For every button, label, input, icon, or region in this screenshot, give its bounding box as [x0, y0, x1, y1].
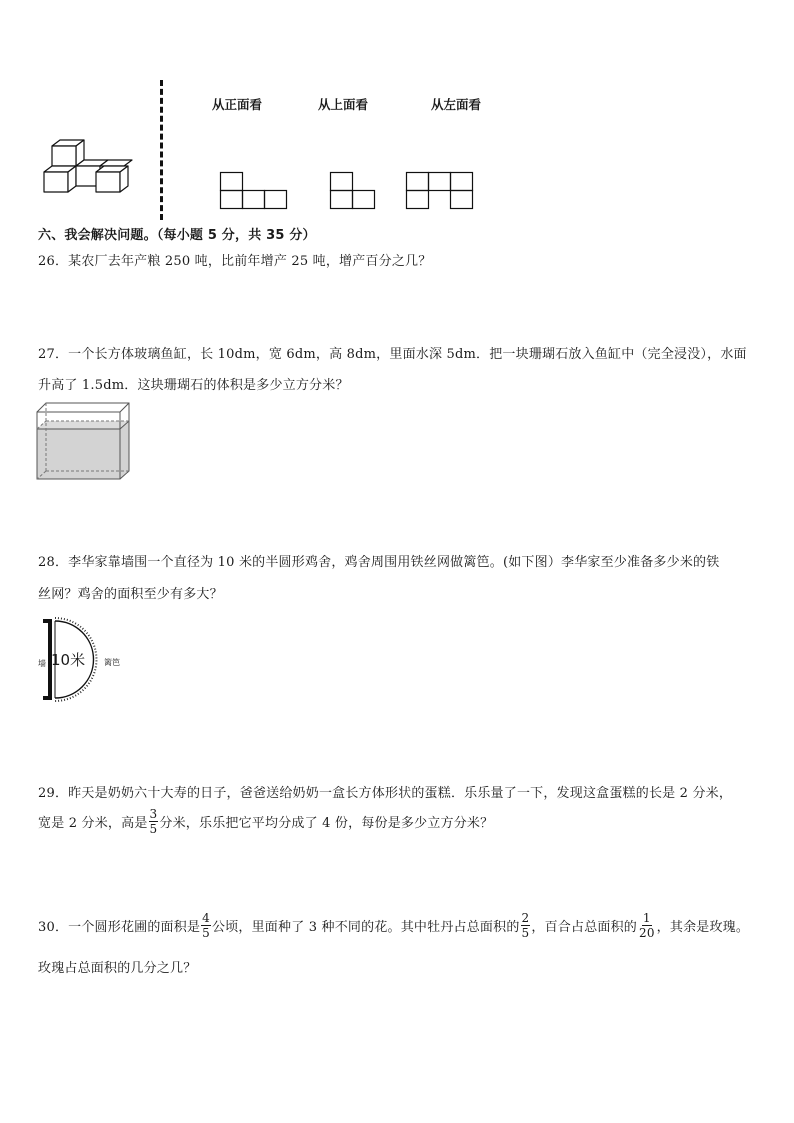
question-28-line1: 28．李华家靠墙围一个直径为 10 米的半圆形鸡舍，鸡舍周围用铁丝网做篱笆。(如下图）李华家至少准备多少米的铁	[38, 555, 720, 570]
q30-text-a: 30．一个圆形花圃的面积是	[38, 920, 201, 935]
q29-frac-denominator: 5	[149, 822, 158, 836]
section-heading	[38, 224, 316, 243]
q29-text-a: 宽是 2 分米，高是	[38, 816, 148, 831]
q30-area-numerator: 4	[202, 911, 210, 925]
fish-tank-figure	[36, 402, 130, 480]
q29-text-b: 分米，乐乐把它平均分成了 4 份，每份是多少立方分米？	[159, 816, 494, 831]
q30-peony-numerator: 2	[521, 911, 530, 925]
cube-stack-figure	[40, 138, 140, 198]
front-view-label: 从正面看	[212, 97, 263, 112]
q30-text-d: ，其余是玫瑰。	[656, 920, 750, 935]
q30-area-denominator: 5	[202, 926, 210, 940]
section-title: 六、我会解决问题。	[38, 228, 157, 243]
q30-text-c: ，百合占总面积的	[531, 920, 637, 935]
q29-height-fraction	[149, 808, 159, 835]
top-view-label: 从上面看	[318, 97, 369, 112]
front-view-grid	[220, 172, 287, 210]
q30-peony-fraction	[521, 912, 531, 939]
section-score-note: （每小题 5 分，共 35 分）	[156, 228, 316, 243]
q29-frac-numerator: 3	[149, 807, 158, 821]
question-29-line2	[38, 808, 493, 835]
q30-area-fraction	[201, 912, 211, 939]
wall-label: 墙	[38, 659, 46, 668]
question-30-line1	[38, 912, 749, 939]
question-28-line2: 丝网？鸡舍的面积至少有多大？	[38, 587, 223, 602]
question-30-line2: 玫瑰占总面积的几分之几？	[38, 961, 197, 976]
q30-lily-denominator: 20	[639, 926, 655, 940]
top-view-grid	[330, 172, 375, 210]
left-view-grid	[406, 172, 473, 210]
q30-peony-denominator: 5	[521, 926, 530, 940]
question-27-line1: 27．一个长方体玻璃鱼缸，长 10dm，宽 6dm，高 8dm，里面水深 5dm．把一块珊瑚石放入鱼缸中（完全浸没），水面	[38, 347, 747, 362]
diameter-label: 10米	[51, 651, 86, 669]
q30-lily-fraction	[638, 912, 656, 939]
question-29-line1: 29．昨天是奶奶六十大寿的日子，爸爸送给奶奶一盒长方体形状的蛋糕．乐乐量了一下，发现这盒蛋糕的长是 2 分米，	[38, 786, 733, 801]
left-view-label: 从左面看	[431, 97, 482, 112]
question-26: 26．某农厂去年产粮 250 吨，比前年增产 25 吨，增产百分之几？	[38, 254, 432, 269]
fence-label: 篱笆	[104, 658, 120, 667]
figure-divider	[160, 80, 163, 220]
q30-text-b: 公顷，里面种了 3 种不同的花。其中牡丹占总面积的	[212, 920, 520, 935]
q30-lily-numerator: 1	[642, 911, 651, 925]
question-27-line2: 升高了 1.5dm．这块珊瑚石的体积是多少立方分米？	[38, 378, 349, 393]
